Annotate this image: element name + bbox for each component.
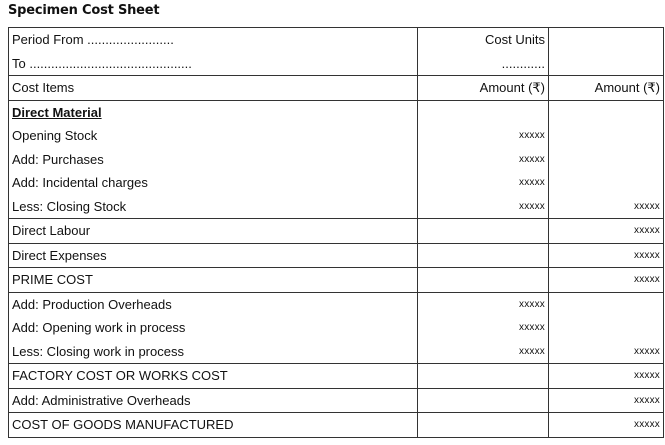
empty-cell xyxy=(549,52,664,76)
row-amount-2: xxxxx xyxy=(549,340,664,364)
period-from-label: Period From ........................ xyxy=(9,28,418,52)
row-item-label: Direct Labour xyxy=(9,219,418,244)
row-item-label: Add: Administrative Overheads xyxy=(9,388,418,413)
empty-cell xyxy=(549,28,664,52)
row-item-label: Add: Opening work in process xyxy=(9,316,418,340)
table-row xyxy=(9,100,664,124)
table-row xyxy=(9,171,664,195)
table-row xyxy=(9,268,664,293)
row-amount-2: xxxxx xyxy=(549,364,664,389)
row-amount-2: xxxxx xyxy=(549,388,664,413)
column-header-row xyxy=(9,76,664,101)
period-from-row xyxy=(9,28,664,52)
page-title: Specimen Cost Sheet xyxy=(8,3,160,18)
table-row xyxy=(9,364,664,389)
row-amount-2 xyxy=(549,124,664,148)
row-item-label: Add: Incidental charges xyxy=(9,171,418,195)
row-item-label: COST OF GOODS MANUFACTURED xyxy=(9,413,418,438)
row-amount-2 xyxy=(549,316,664,340)
cost-units-value: ............ xyxy=(418,52,549,76)
row-amount-2: xxxxx xyxy=(549,243,664,268)
cost-units-label: Cost Units xyxy=(418,28,549,52)
section-heading-direct-material: Direct Material xyxy=(12,104,102,120)
row-amount-1 xyxy=(418,388,549,413)
cost-sheet-table xyxy=(8,27,664,438)
row-amount-1 xyxy=(418,243,549,268)
row-amount-1 xyxy=(418,413,549,438)
table-row xyxy=(9,243,664,268)
row-amount-1 xyxy=(418,219,549,244)
row-amount-1: xxxxx xyxy=(418,340,549,364)
row-amount-2 xyxy=(549,292,664,316)
row-amount-2: xxxxx xyxy=(549,219,664,244)
amount-header-2: Amount (₹) xyxy=(549,76,664,101)
row-amount-1 xyxy=(418,100,549,124)
row-amount-1 xyxy=(418,364,549,389)
row-item-label: FACTORY COST OR WORKS COST xyxy=(9,364,418,389)
row-amount-1: xxxxx xyxy=(418,171,549,195)
row-amount-2 xyxy=(549,171,664,195)
period-to-row xyxy=(9,52,664,76)
row-item-label: Direct Expenses xyxy=(9,243,418,268)
row-amount-1: xxxxx xyxy=(418,292,549,316)
row-amount-1: xxxxx xyxy=(418,148,549,172)
row-item-label: Opening Stock xyxy=(9,124,418,148)
table-row xyxy=(9,292,664,316)
row-item-label: Less: Closing work in process xyxy=(9,340,418,364)
amount-header-1: Amount (₹) xyxy=(418,76,549,101)
row-amount-2: xxxxx xyxy=(549,268,664,293)
row-item-label: PRIME COST xyxy=(9,268,418,293)
row-amount-2: xxxxx xyxy=(549,195,664,219)
row-item-label: Less: Closing Stock xyxy=(9,195,418,219)
table-row xyxy=(9,388,664,413)
row-item-label: Add: Production Overheads xyxy=(9,292,418,316)
cost-items-header: Cost Items xyxy=(9,76,418,101)
row-amount-1 xyxy=(418,268,549,293)
row-amount-2 xyxy=(549,148,664,172)
row-amount-1: xxxxx xyxy=(418,195,549,219)
period-to-label: To ............................................. xyxy=(9,52,418,76)
table-row xyxy=(9,340,664,364)
table-row xyxy=(9,124,664,148)
table-row xyxy=(9,148,664,172)
table-row xyxy=(9,316,664,340)
row-item-label xyxy=(9,100,418,124)
table-row xyxy=(9,219,664,244)
row-amount-1: xxxxx xyxy=(418,124,549,148)
row-amount-2 xyxy=(549,100,664,124)
table-row xyxy=(9,413,664,438)
row-amount-1: xxxxx xyxy=(418,316,549,340)
row-amount-2: xxxxx xyxy=(549,413,664,438)
table-row xyxy=(9,195,664,219)
row-item-label: Add: Purchases xyxy=(9,148,418,172)
